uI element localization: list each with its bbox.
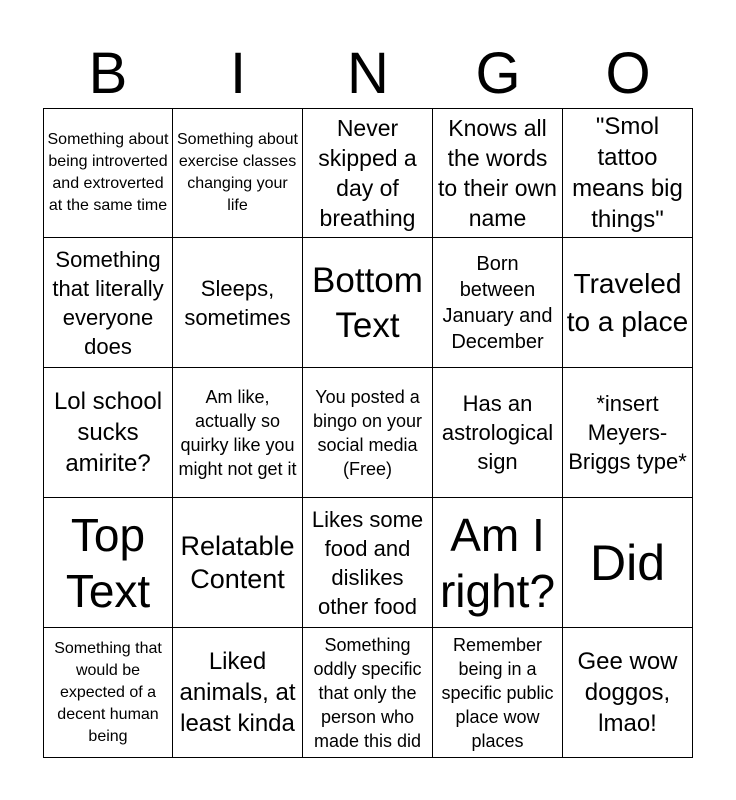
cell-text: Relatable Content [180, 530, 295, 594]
cell-text: Top Text [65, 508, 151, 617]
bingo-cell-r2-c4[interactable] [433, 238, 563, 368]
bingo-cell-r3-c2[interactable] [173, 368, 303, 498]
bingo-cell-r1-c2[interactable] [173, 108, 303, 238]
cell-text: "Smol tattoo means big things" [572, 113, 683, 233]
bingo-cell-r5-c3[interactable] [303, 628, 433, 758]
cell-text: Something oddly specific that only the person who made this did [313, 634, 422, 751]
bingo-cell-r5-c5[interactable] [563, 628, 693, 758]
cell-text: *insert Meyers-Briggs type* [568, 391, 687, 474]
cell-text: Never skipped a day of breathing [318, 115, 417, 231]
cell-text: Remember being in a specific public place wow places [441, 634, 554, 751]
bingo-header [43, 40, 693, 108]
bingo-cell-r5-c1[interactable] [43, 628, 173, 758]
bingo-cell-r2-c1[interactable] [43, 238, 173, 368]
bingo-cell-r3-c4[interactable] [433, 368, 563, 498]
bingo-cell-r4-c2[interactable] [173, 498, 303, 628]
cell-text: Sleeps, sometimes [184, 275, 291, 330]
cell-text: Am like, actually so quirky like you might not get it [178, 386, 297, 479]
bingo-cell-r3-c3[interactable] [303, 368, 433, 498]
bingo-cell-r3-c5[interactable] [563, 368, 693, 498]
bingo-cell-r5-c4[interactable] [433, 628, 563, 758]
cell-text: Lol school sucks amirite? [53, 388, 163, 477]
header-letter-b: B [88, 41, 128, 106]
bingo-cell-r2-c5[interactable] [563, 238, 693, 368]
bingo-cell-r4-c4[interactable] [433, 498, 563, 628]
cell-text: Something that would be expected of a decent human being [54, 639, 162, 745]
cell-text: Something that literally everyone does [52, 246, 164, 359]
header-letter-n: N [347, 41, 389, 106]
cell-text: Bottom Text [312, 260, 423, 345]
cell-text: Has an astrological sign [441, 391, 554, 474]
bingo-cell-r2-c2[interactable] [173, 238, 303, 368]
bingo-cell-r1-c5[interactable] [563, 108, 693, 238]
cell-text: Am I right? [439, 508, 556, 617]
cell-text: Knows all the words to their own name [438, 115, 557, 231]
bingo-cell-r4-c3[interactable] [303, 498, 433, 628]
cell-text: Did [589, 534, 666, 591]
bingo-cell-r1-c1[interactable] [43, 108, 173, 238]
bingo-cell-r4-c5[interactable] [563, 498, 693, 628]
cell-text: Traveled to a place [566, 267, 689, 337]
bingo-cell-r1-c3[interactable] [303, 108, 433, 238]
bingo-cell-r2-c3[interactable] [303, 238, 433, 368]
cell-text: Gee wow doggos, lmao! [577, 648, 678, 737]
bingo-cell-r5-c2[interactable] [173, 628, 303, 758]
cell-text: Something about being introverted and extroverted at the same time [47, 131, 169, 214]
cell-text: Likes some food and dislikes other food [311, 506, 424, 619]
bingo-cell-r1-c4[interactable] [433, 108, 563, 238]
cell-text: You posted a bingo on your social media (Free) [312, 386, 423, 479]
cell-text: Born between January and December [442, 252, 553, 353]
bingo-cell-r3-c1[interactable] [43, 368, 173, 498]
header-letter-o: O [605, 41, 651, 106]
bingo-board [43, 108, 693, 758]
cell-text: Liked animals, at least kinda [179, 648, 296, 737]
header-letter-i: I [229, 41, 247, 106]
header-letter-g: G [475, 41, 521, 106]
cell-text: Something about exercise classes changing your life [177, 131, 298, 214]
bingo-cell-r4-c1[interactable] [43, 498, 173, 628]
